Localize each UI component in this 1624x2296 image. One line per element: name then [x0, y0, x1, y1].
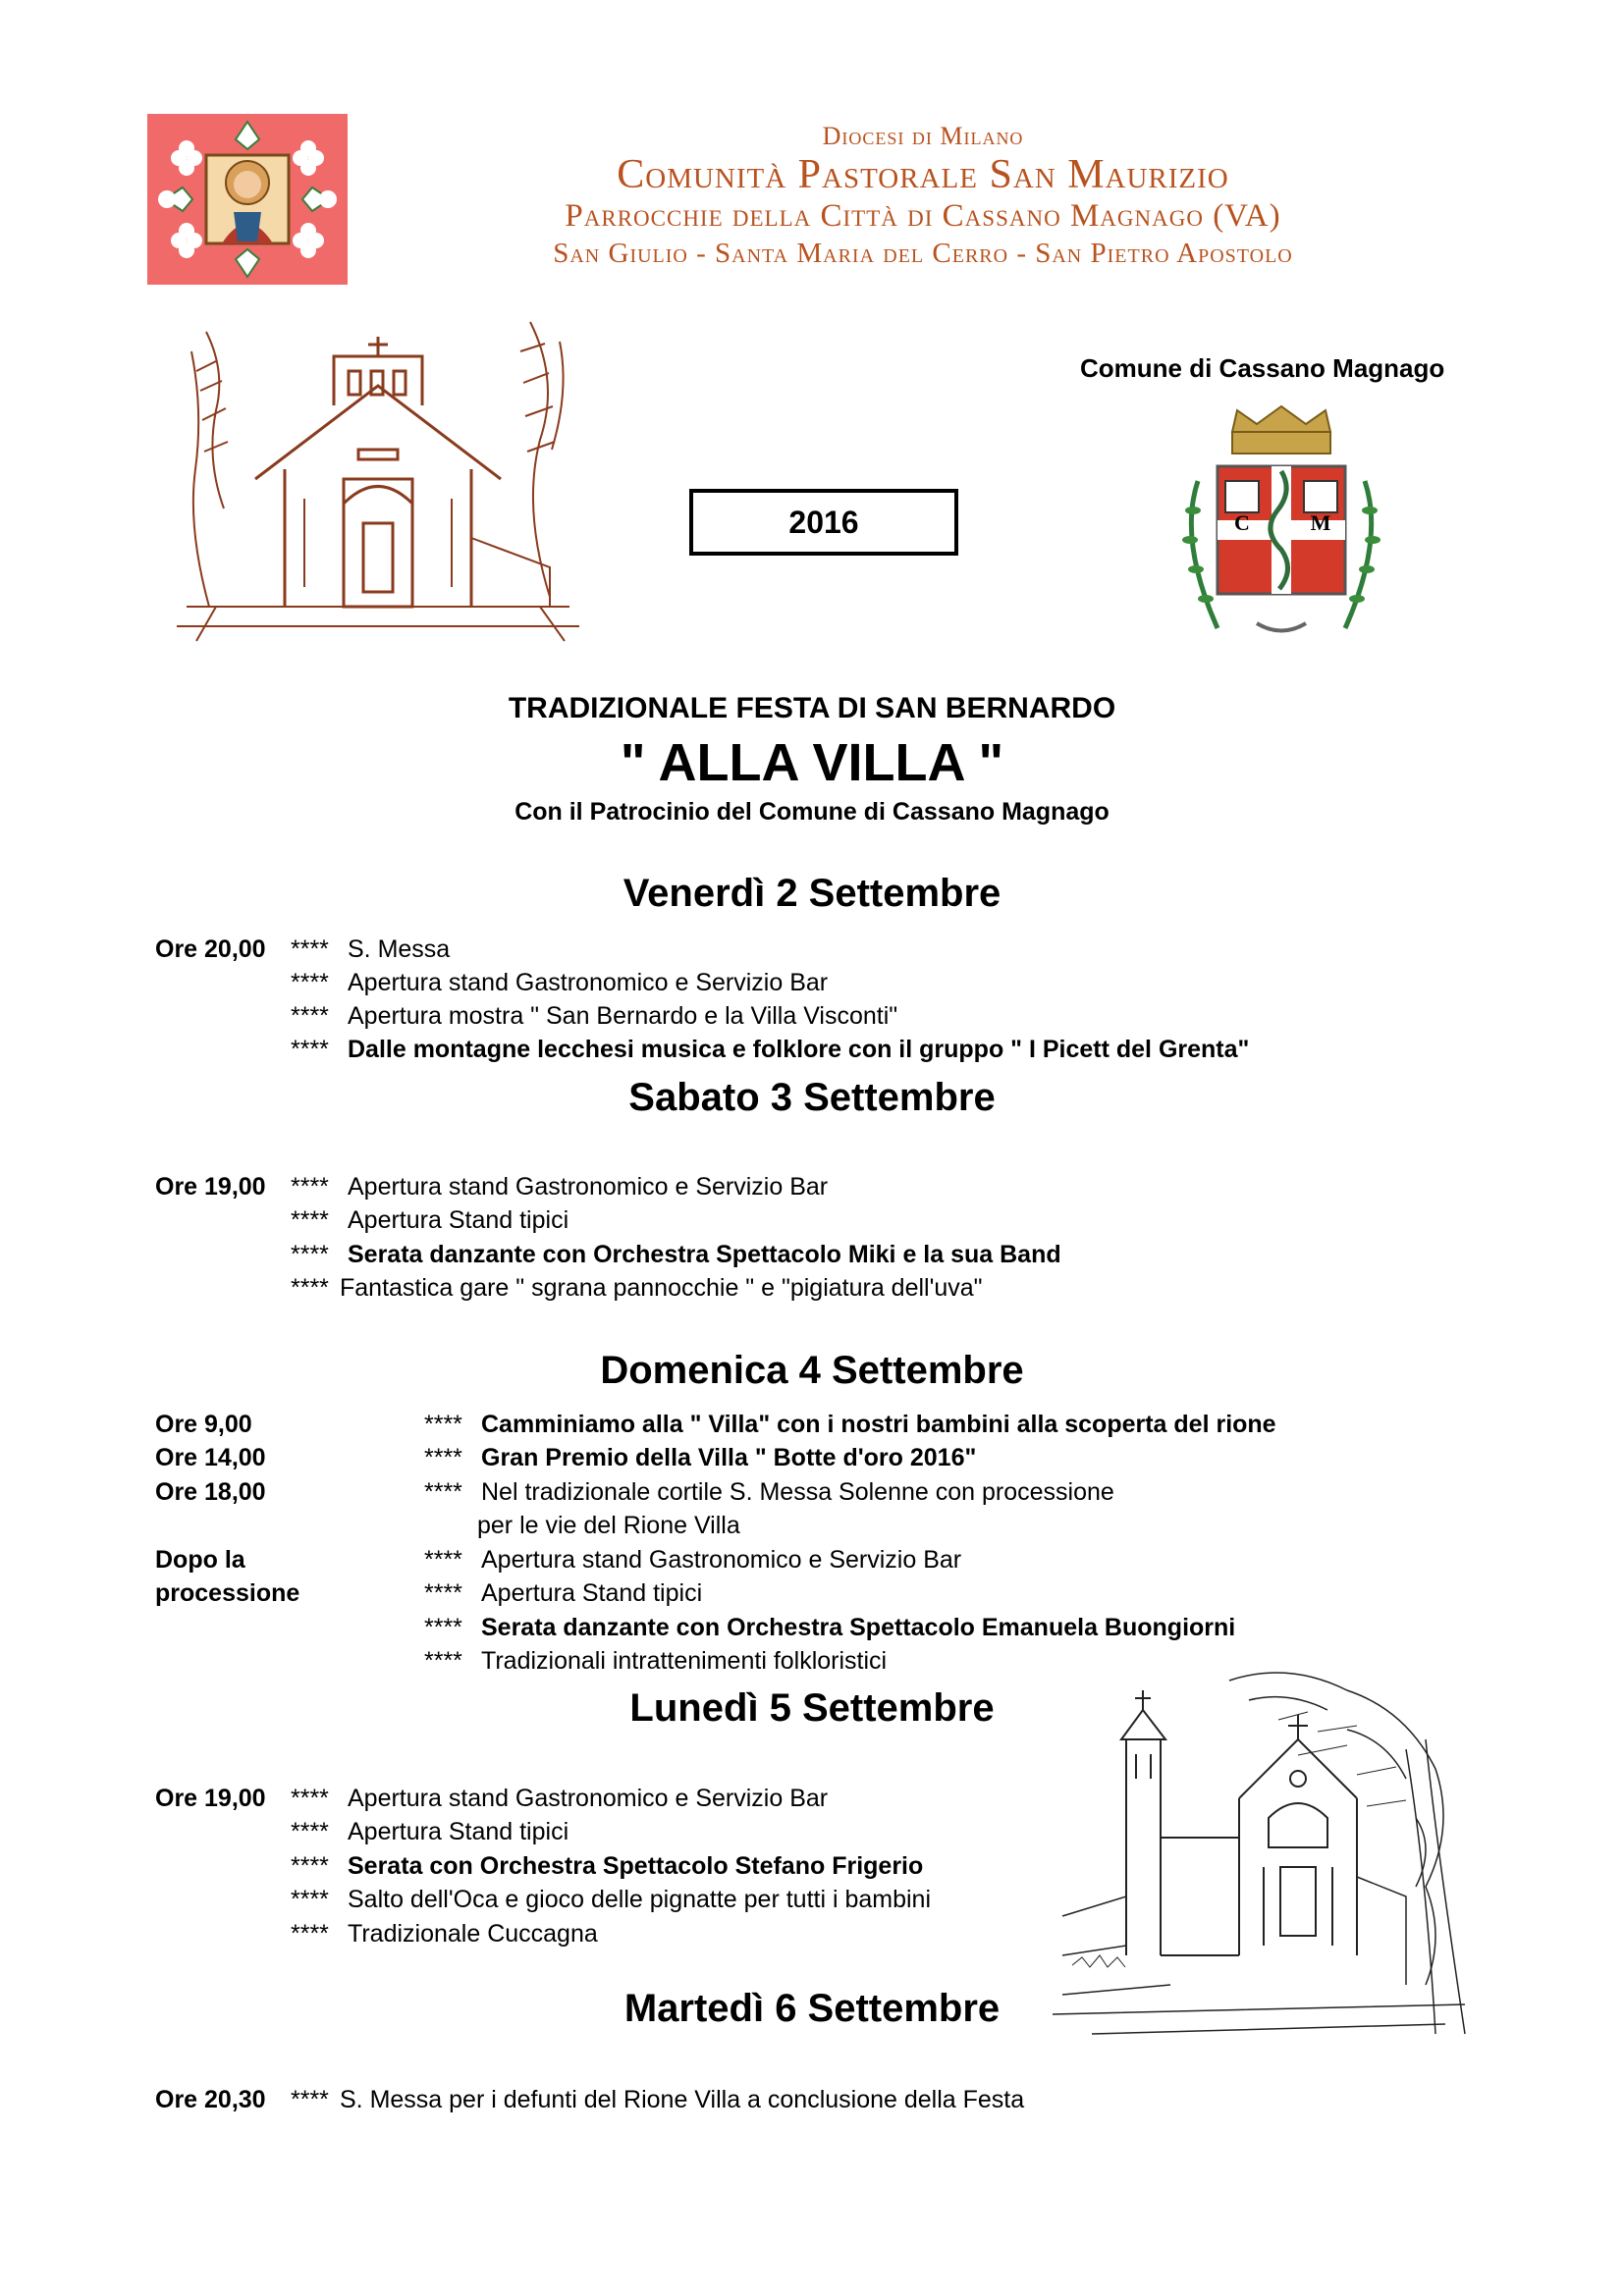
day-heading-venerdi: Venerdì 2 Settembre — [623, 872, 1001, 915]
bullet-asterisks: **** — [291, 969, 329, 996]
schedule-time: Ore 20,00 — [155, 935, 266, 963]
crest-letter-c: C — [1234, 510, 1250, 535]
festival-title: TRADIZIONALE FESTA DI SAN BERNARDO — [508, 692, 1116, 724]
event-item: Apertura Stand tipici — [348, 1206, 569, 1234]
schedule-time: Ore 14,00 — [155, 1444, 266, 1471]
bullet-asterisks: **** — [424, 1647, 462, 1675]
event-item: Nel tradizionale cortile S. Messa Solenne con processione — [481, 1478, 1114, 1506]
bullet-asterisks: **** — [424, 1546, 462, 1574]
saint-cross-emblem-icon — [147, 114, 348, 285]
bullet-asterisks: **** — [291, 1920, 329, 1948]
event-item: S. Messa — [348, 935, 451, 963]
diocesi-logo — [147, 114, 348, 285]
event-item: Apertura mostra " San Bernardo e la Villa Visconti" — [348, 1002, 898, 1030]
bullet-asterisks: **** — [291, 1241, 329, 1268]
event-item: Dalle montagne lecchesi musica e folklore con il gruppo " I Picett del Grenta" — [348, 1036, 1250, 1063]
bullet-asterisks: **** — [424, 1411, 462, 1438]
festival-subtitle: " ALLA VILLA " — [620, 733, 1004, 792]
crest-letter-m: M — [1310, 510, 1331, 535]
event-item: Serata con Orchestra Spettacolo Stefano Frigerio — [348, 1852, 924, 1880]
schedule-time: Ore 19,00 — [155, 1173, 266, 1201]
event-item: Apertura Stand tipici — [481, 1579, 703, 1607]
event-item: Apertura stand Gastronomico e Servizio Bar — [348, 969, 829, 996]
schedule-time: Dopo la — [155, 1546, 245, 1574]
bullet-asterisks: **** — [424, 1478, 462, 1506]
event-item: S. Messa per i defunti del Rione Villa a conclusione della Festa — [340, 2086, 1025, 2113]
event-item: Apertura stand Gastronomico e Servizio Bar — [348, 1173, 829, 1201]
bullet-asterisks: **** — [291, 1036, 329, 1063]
event-item: Salto dell'Oca e gioco delle pignatte per tutti i bambini — [348, 1886, 932, 1913]
bullet-asterisks: **** — [291, 1274, 329, 1302]
bullet-asterisks: **** — [291, 1818, 329, 1845]
event-item: Tradizionale Cuccagna — [348, 1920, 598, 1948]
event-item: Fantastica gare " sgrana pannocchie " e "pigiatura dell'uva" — [340, 1274, 983, 1302]
event-item: Tradizionali intrattenimenti folkloristici — [481, 1647, 888, 1675]
schedule-time: Ore 19,00 — [155, 1785, 266, 1812]
day-heading-martedi: Martedì 6 Settembre — [623, 1987, 1001, 2030]
bullet-asterisks: **** — [291, 2086, 329, 2113]
bullet-asterisks: **** — [291, 935, 329, 963]
event-item: Serata danzante con Orchestra Spettacolo Emanuela Buongiorni — [481, 1614, 1236, 1641]
comune-crest — [1168, 402, 1394, 658]
event-item: Apertura stand Gastronomico e Servizio Bar — [481, 1546, 962, 1574]
header-comunita: Comunità Pastorale San Maurizio — [617, 152, 1229, 197]
bullet-asterisks: **** — [424, 1444, 462, 1471]
bullet-asterisks: **** — [291, 1002, 329, 1030]
event-item: per le vie del Rione Villa — [477, 1512, 740, 1539]
bullet-asterisks: **** — [424, 1579, 462, 1607]
header-diocesi: Diocesi di Milano — [822, 122, 1024, 150]
schedule-time: Ore 20,30 — [155, 2086, 266, 2113]
coat-of-arms-icon — [1168, 402, 1394, 658]
bullet-asterisks: **** — [291, 1852, 329, 1880]
event-item: Serata danzante con Orchestra Spettacolo Miki e la sua Band — [348, 1241, 1061, 1268]
event-item: Gran Premio della Villa " Botte d'oro 2016" — [481, 1444, 977, 1471]
year-badge: 2016 — [689, 489, 958, 556]
bullet-asterisks: **** — [424, 1614, 462, 1641]
schedule-time: processione — [155, 1579, 300, 1607]
day-heading-domenica: Domenica 4 Settembre — [600, 1349, 1024, 1392]
church-drawing-icon — [177, 312, 579, 646]
header-parishes-list: San Giulio - Santa Maria del Cerro - San Pietro Apostolo — [553, 238, 1293, 269]
header-parrocchie: Parrocchie della Città di Cassano Magnago (VA) — [565, 198, 1281, 234]
schedule-time: Ore 9,00 — [155, 1411, 252, 1438]
bullet-asterisks: **** — [291, 1173, 329, 1201]
day-heading-lunedi: Lunedì 5 Settembre — [629, 1686, 995, 1730]
day-heading-sabato: Sabato 3 Settembre — [628, 1076, 996, 1119]
event-item: Apertura stand Gastronomico e Servizio Bar — [348, 1785, 829, 1812]
bullet-asterisks: **** — [291, 1206, 329, 1234]
bullet-asterisks: **** — [291, 1886, 329, 1913]
bullet-asterisks: **** — [291, 1785, 329, 1812]
schedule-time: Ore 18,00 — [155, 1478, 266, 1506]
church-sketch-illustration — [177, 312, 579, 646]
comune-label: Comune di Cassano Magnago — [1080, 353, 1445, 383]
event-item: Apertura Stand tipici — [348, 1818, 569, 1845]
event-item: Camminiamo alla " Villa" con i nostri bambini alla scoperta del rione — [481, 1411, 1276, 1438]
patronage-line: Con il Patrocinio del Comune di Cassano Magnago — [514, 798, 1110, 826]
